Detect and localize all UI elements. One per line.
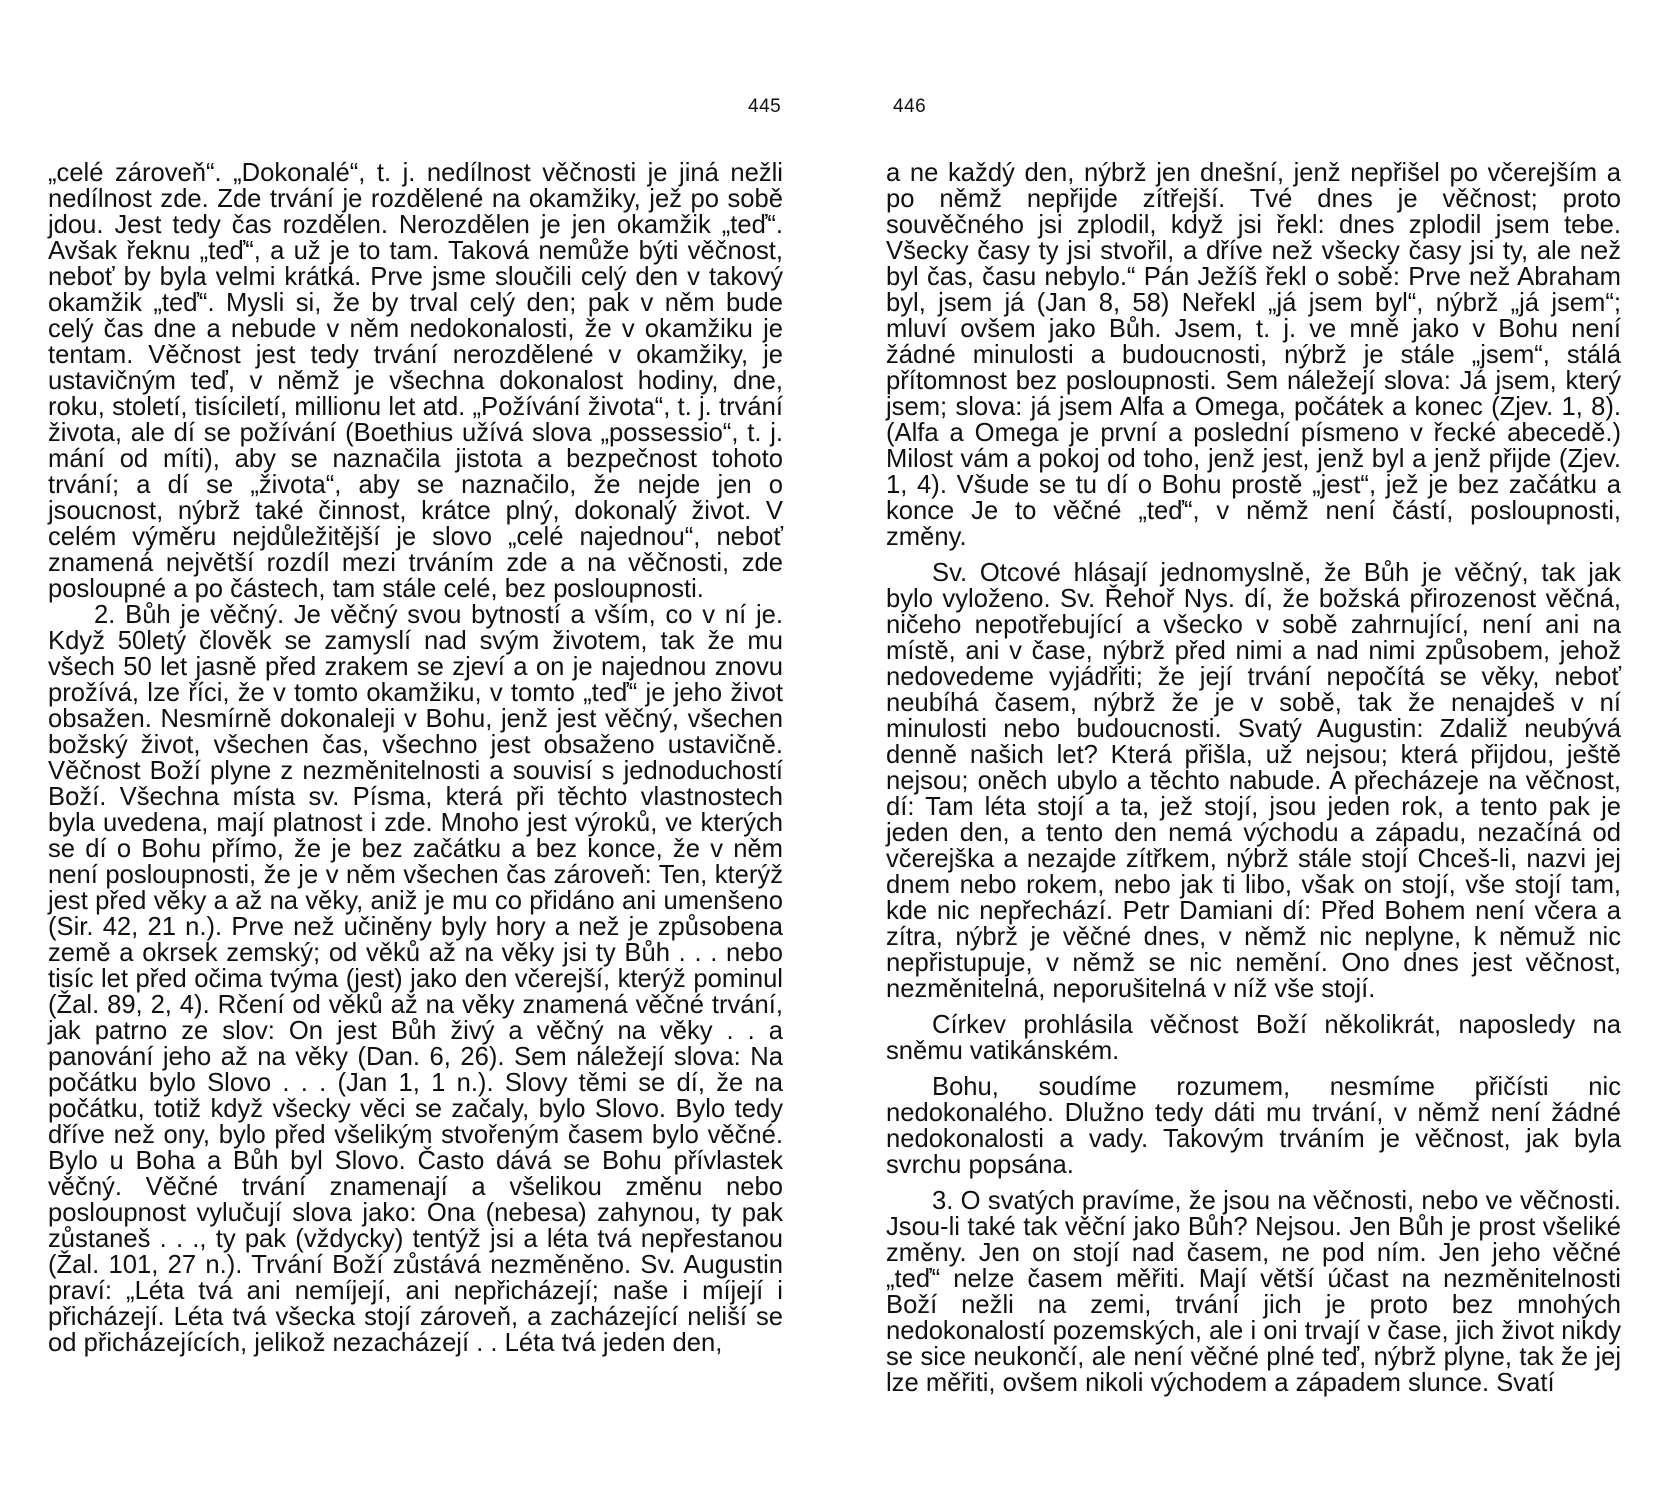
paragraph: a ne každý den, nýbrž jen dnešní, jenž nepřišel po včerejším a po němž nepřijde zítřejší. Tvé dnes je věčnost; proto souvěčného jsi zplodil, když jsi řekl: dnes zplodil jsem tebe. Všecky časy ty jsi stvořil, a dříve než všecky časy jsi ty, ale než byl čas, času nebylo.“ Pán Ježíš řekl o sobě: Prve než Abraham byl, jsem já (Jan 8, 58) Neřekl „já jsem byl“, nýbrž „já jsem“; mluví ovšem jako Bůh. Jsem, t. j. ve mně jako v Bohu není žádné minulosti a budoucnosti, nýbrž je stále „jsem“, stálá přítomnost bez posloupnosti. Sem náležejí slova: Já jsem, který jsem; slova: já jsem Alfa a Omega, počátek a konec (Zjev. 1, 8). (Alfa a Omega je první a poslední písmeno v řecké abecedě.) Milost vám a pokoj od toho, jenž jest, jenž byl a jenž přijde (Zjev. 1, 4). Všude se tu dí o Bohu prostě „jest“, jež je bez začátku a konce Je to věčné „teď“, v němž není částí, posloupnosti, změny. <box>886 159 1621 551</box>
paragraph: Bohu, soudíme rozumem, nesmíme přičísti nic nedokonalého. Dlužno tedy dáti mu trvání, v němž není žádné nedokonalosti a vady. Takovým trváním je věčnost, jak byla svrchu popsána. <box>886 1073 1621 1179</box>
paragraph: Sv. Otcové hlásají jednomyslně, že Bůh je věčný, tak jak bylo vyloženo. Sv. Řehoř Nys. dí, že božská přirozenost věčná, ničeho nepotřebující a všecko v sobě zahrnující, není ani na místě, ani v čase, nýbrž před nimi a nad nimi způsobem, jehož nedovedeme vyjádřiti; že její trvání nepočítá se věky, neboť neubíhá časem, nýbrž že je v sobě, tak že nenajdeš v ní minulosti nebo budoucnosti. Svatý Augustin: Zdaliž neubývá denně našich let? Která přišla, už nejsou; která přijdou, ještě nejsou; oněch ubylo a těchto nabude. A přecházeje na věčnost, dí: Tam léta stojí a ta, jež stojí, jsou jeden rok, a tento pak je jeden den, a tento den nemá východu a západu, nezačíná od včerejška a nezajde zítřkem, nýbrž stále stojí Chceš-li, nazvi jej dnem nebo rokem, nebo jak ti libo, však on stojí, vše stojí tam, kde nic nepřechází. Petr Damiani dí: Před Bohem není včera a zítra, nýbrž je věčné dnes, v němž nic neplyne, k němuž nic nepřistupuje, v němž se nic nemění. Ono dnes jest věčnost, nezměnitelná, neporušitelná v níž vše stojí. <box>886 559 1621 1003</box>
left-page-text <box>48 160 783 1356</box>
paragraph: „celé zároveň“. „Dokonalé“, t. j. nedílnost věčnosti je jiná nežli nedílnost zde. Zde trvání je rozdělené na okamžiky, jež po sobě jdou. Jest tedy čas rozdělen. Nerozdělen je jen okamžik „teď“. Avšak řeknu „teď“, a už je to tam. Taková nemůže býti věčnost, neboť by byla velmi krátká. Prve jsme sloučili celý den v takový okamžik „teď“. Mysli si, že by trval celý den; pak v něm bude celý čas dne a nebude v něm nedokonalosti, že v okamžiku je tentam. Věčnost jest tedy trvání nerozdělené v okamžiky, je ustavičným teď, v němž je všechna dokonalost hodiny, dne, roku, století, tisíciletí, millionu let atd. „Požívání života“, t. j. trvání života, ale dí se požívání (Boethius užívá slova „possessio“, t. j. mání od míti), aby se naznačila jistota a bezpečnost tohoto trvání; a dí se „života“, aby se naznačilo, že nejde jen o jsoucnost, nýbrž také činnost, krátce plný, dokonalý život. V celém výměru nejdůležitější je slovo „celé najednou“, neboť znamená největší rozdíl mezi trváním zde a na věčnosti, zde posloupné a po částech, tam stále celé, bez posloupnosti. <box>48 159 783 603</box>
paragraph: 3. O svatých pravíme, že jsou na věčnosti, nebo ve věčnosti. Jsou-li také tak věční jako Bůh? Nejsou. Jen Bůh je prost všeliké změny. Jen on stojí nad časem, ne pod ním. Jen jeho věčné „teď“ nelze časem měřiti. Mají větší účast na nezměnitelnosti Boží nežli na zemi, trvání jich je proto bez mnohých nedokonalostí pozemských, ale i oni trvají v čase, jich život nikdy se sice neukončí, ale není věčné plné teď, nýbrž plyne, tak že jej lze měřiti, ovšem nikoli východem a západem slunce. Svatí <box>886 1187 1621 1397</box>
page-number-left: 445 <box>748 96 782 117</box>
paragraph: Církev prohlásila věčnost Boží několikrát, naposledy na sněmu vatikánském. <box>886 1011 1621 1065</box>
right-page-text <box>886 160 1621 1396</box>
paragraph: 2. Bůh je věčný. Je věčný svou bytností a vším, co v ní je. Když 50letý člověk se zamyslí nad svým životem, tak že mu všech 50 let jasně před zrakem se zjeví a on je najednou znovu prožívá, lze říci, že v tomto okamžiku, v tomto „teď“ je jeho život obsažen. Nesmírně dokonaleji v Bohu, jenž jest věčný, všechen božský život, všechen čas, všechno jest obsaženo ustavičně. Věčnost Boží plyne z nezměnitelnosti a souvisí s jednoduchostí Boží. Všechna místa sv. Písma, která při těchto vlastnostech byla uvedena, mají platnost i zde. Mnoho jest výroků, ve kterých se dí o Bohu přímo, že je bez začátku a bez konce, že v něm není posloupnosti, že je v něm všechen čas zároveň: Ten, kterýž jest před věky a až na věky, aniž je mu co přidáno ani umenšeno (Sir. 42, 21 n.). Prve než učiněny byly hory a než je způsobena země a okrsek zemský; od věků až na věky jsi ty Bůh . . . nebo tisíc let před očima tvýma (jest) jako den včerejší, kterýž pominul (Žal. 89, 2, 4). Rčení od věků až na věky znamená věčné trvání, jak patrno ze slov: On jest Bůh živý a věčný na věky . . a panování jeho až na věky (Dan. 6, 26). Sem náležejí slova: Na počátku bylo Slovo . . . (Jan 1, 1 n.). Slovy těmi se dí, že na počátku, totiž když všecky věci se začaly, bylo Slovo. Bylo tedy dříve než ony, bylo před všelikým stvořeným časem bylo věčné. Bylo u Boha a Bůh byl Slovo. Často dává se Bohu přívlastek věčný. Věčné trvání znamenají a všelikou změnu nebo posloupnost vylučují slova jako: Ona (nebesa) zahynou, ty pak zůstaneš . . ., ty pak (vždycky) tentýž jsi a léta tvá nepřestanou (Žal. 101, 27 n.). Trvání Boží zůstává nezměněno. Sv. Augustin praví: „Léta tvá ani nemíjejí, ani nepřicházejí; naše i míjejí i přicházejí. Léta tvá všecka stojí zároveň, a zacházející neliší se od přicházejících, jelikož nezacházejí . . Léta tvá jeden den, <box>48 601 783 1357</box>
page-number-right: 446 <box>893 96 927 117</box>
